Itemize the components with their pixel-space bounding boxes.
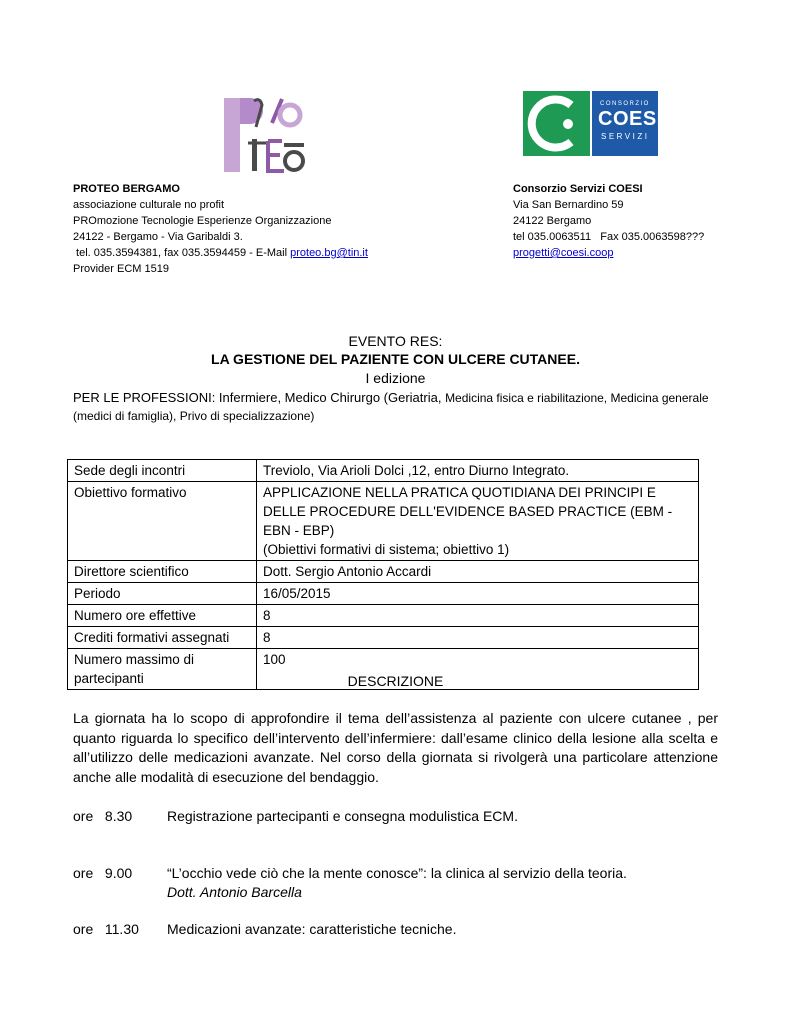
coesi-title: Consorzio Servizi COESI <box>513 183 643 195</box>
event-info-table <box>67 459 699 690</box>
info-key: Direttore scientifico <box>68 561 257 583</box>
professions-detail: Medicina fisica e riabilitazione, Medicina generale (medici di famiglia), Privo di specializzazione) <box>73 391 709 423</box>
proteo-title: PROTEO BERGAMO <box>73 183 180 195</box>
description-title: DESCRIZIONE <box>347 673 444 689</box>
info-key: Obiettivo formativo <box>68 482 257 561</box>
coesi-logo-mark <box>523 91 590 156</box>
proteo-phone: tel. 035.3594381, fax 035.3594459 - E-Mail <box>73 247 291 259</box>
coesi-email-link[interactable]: progetti@coesi.coop <box>513 247 614 259</box>
info-value: 8 <box>257 627 699 649</box>
program-item <box>73 807 723 826</box>
program-topic: Medicazioni avanzate: caratteristiche tecniche. <box>167 921 457 937</box>
program-item <box>73 920 723 939</box>
coesi-logo-small: CONSORZIO <box>600 101 650 107</box>
info-value: 8 <box>257 605 699 627</box>
professions-main: PER LE PROFESSIONI: Infermiere, Medico Chirurgo (Geriatria, <box>73 390 446 405</box>
coesi-line3: tel 035.0063511 Fax 035.0063598??? <box>513 231 705 243</box>
program-time: ore 11.30 <box>73 921 139 937</box>
coesi-logo <box>523 91 663 156</box>
event-edition: I edizione <box>365 370 426 386</box>
info-key: Crediti formativi assegnati <box>68 627 257 649</box>
info-value: 16/05/2015 <box>257 583 699 605</box>
coesi-line1: Via San Bernardino 59 <box>513 199 624 211</box>
coesi-logo-bottom: SERVIZI <box>601 132 650 141</box>
proteo-provider: Provider ECM 1519 <box>73 263 169 275</box>
proteo-line2: PROmozione Tecnologie Esperienze Organizzazione <box>73 215 332 227</box>
proteo-line3: 24122 - Bergamo - Via Garibaldi 3. <box>73 231 243 243</box>
table-row <box>68 605 699 627</box>
info-value <box>257 482 699 561</box>
objective-text: APPLICAZIONE NELLA PRATICA QUOTIDIANA DEI PRINCIPI E DELLE PROCEDURE DELL'EVIDENCE BASED PRACTICE (EBM - EBN - EBP) <box>263 485 673 538</box>
proteo-email-link[interactable]: proteo.bg@tin.it <box>290 247 368 259</box>
program-time: ore 8.30 <box>73 808 133 824</box>
event-professions <box>73 389 713 425</box>
info-key: Numero ore effettive <box>68 605 257 627</box>
proteo-contact <box>73 181 453 277</box>
proteo-logo <box>222 93 306 177</box>
table-row <box>68 561 699 583</box>
info-key: Periodo <box>68 583 257 605</box>
info-value: Treviolo, Via Arioli Dolci ,12, entro Diurno Integrato. <box>257 460 699 482</box>
coesi-contact <box>513 181 773 261</box>
info-value: Dott. Sergio Antonio Accardi <box>257 561 699 583</box>
proteo-line1: associazione culturale no profit <box>73 199 225 211</box>
program-item <box>73 864 723 902</box>
program-topic: “L’occhio vede ciò che la mente conosce”: la clinica al servizio della teoria. <box>167 865 627 881</box>
coesi-logo-text <box>592 91 663 156</box>
event-title: LA GESTIONE DEL PAZIENTE CON ULCERE CUTANEE. <box>211 351 580 367</box>
program-speaker: Dott. Antonio Barcella <box>167 884 302 900</box>
proteo-line4 <box>73 245 453 261</box>
info-value: 100 <box>257 649 699 690</box>
info-key: Sede degli incontri <box>68 460 257 482</box>
program-topic: Registrazione partecipanti e consegna modulistica ECM. <box>167 808 518 824</box>
proteo-logo-graphic <box>222 93 306 177</box>
coesi-line2: 24122 Bergamo <box>513 215 592 227</box>
program-time: ore 9.00 <box>73 865 133 881</box>
description-text: La giornata ha lo scopo di approfondire il tema dell’assistenza al paziente con ulcere cutanee , per quanto riguarda lo specifico dell’intervento dell’infermiere: dall’esame clinico della lesione alla scelta e all’utilizzo delle medicazioni avanzate. Nel corso della giornata si rivolgerà una particolare attenzione anche alle modalità di esecuzione del bendaggio. <box>73 710 718 785</box>
table-row <box>68 583 699 605</box>
table-row <box>68 460 699 482</box>
info-key: Numero massimo di partecipanti <box>68 649 257 690</box>
event-label: EVENTO RES: <box>348 333 443 349</box>
table-row <box>68 627 699 649</box>
objective-note: (Obiettivi formativi di sistema; obiettivo 1) <box>263 542 510 557</box>
coesi-logo-big: COESI <box>598 108 663 130</box>
table-row <box>68 482 699 561</box>
